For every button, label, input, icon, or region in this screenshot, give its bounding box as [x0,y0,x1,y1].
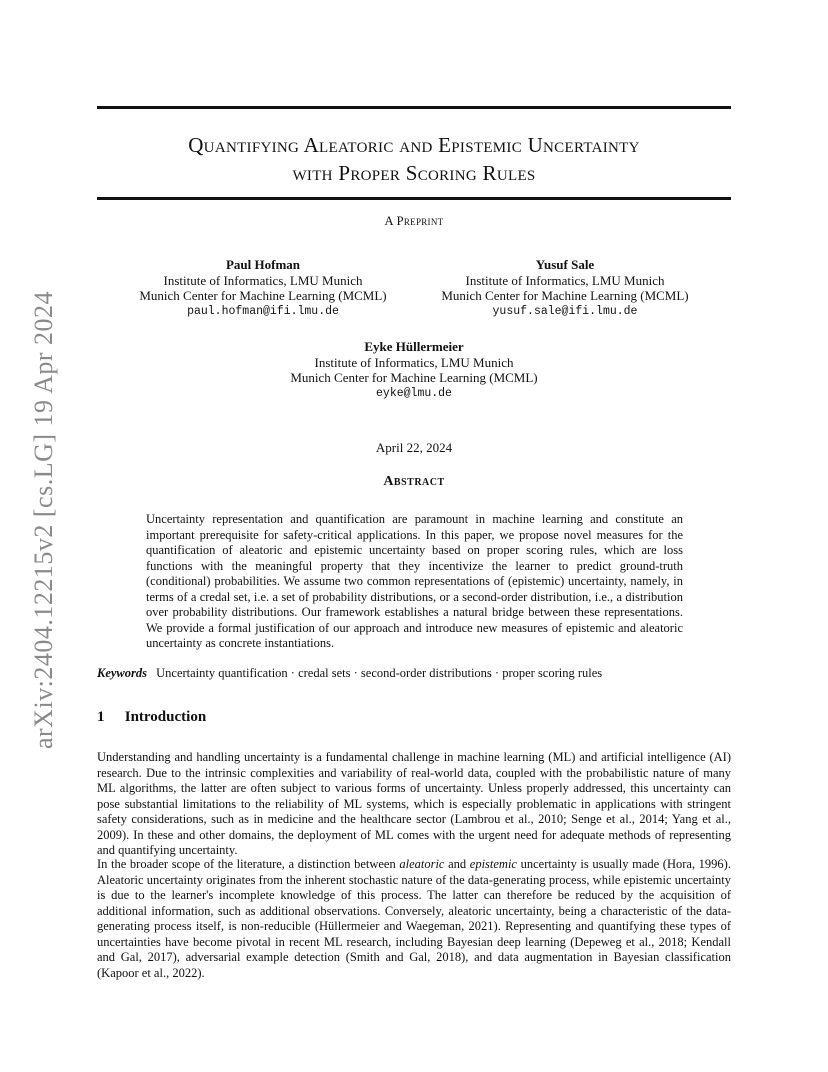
title-line-1: Quantifying Aleatoric and Epistemic Uncertainty [188,133,640,157]
author-affiliation: Munich Center for Machine Learning (MCML) [290,370,538,385]
author-block-sale [424,257,706,319]
keywords-list: Uncertainty quantification · credal sets · second-order distributions · proper scoring rules [156,666,603,680]
author-affiliation: Institute of Informatics, LMU Munich [465,272,665,288]
abstract-text: Uncertainty representation and quantification are paramount in machine learning and constitute an important prerequisite for safety-critical applications. In this paper, we propose novel measures for the quantification of aleatoric and epistemic uncertainty based on proper scoring rules, which are loss functions with the meaningful property that they incentivize the learner to predict ground-truth (conditional) probabilities. We assume two common representations of (epistemic) uncertainty, namely, in terms of a credal set, i.e. a set of probability distributions, or a second-order distribution, i.e., a distribution over probability distributions. Our framework establishes a natural bridge between these representations. We provide a formal justification of our approach and introduce new measures of epistemic and aleatoric uncertainty as concrete instantiations. [146,512,683,650]
intro-paragraph-2 [97,857,731,981]
author-block-huellermeier [274,339,554,401]
paragraph-text: uncertainty is usually made (Hora, 1996). Aleatoric uncertainty originates from the inherent stochastic nature of the data-generating process, while epistemic uncertainty is due to the learner's incomplete knowledge of this process. The latter can therefore be reduced by the acquisition of additional information, such as additional observations. Conversely, aleatoric uncertainty, being a characteristic of the data-generating process itself, is non-reducible (Hüllermeier and Waegeman, 2021). Representing and quantifying these types of uncertainties have become pivotal in recent ML research, including Bayesian deep learning (Depeweg et al., 2018; Kendall and Gal, 2017), adversarial example detection (Smith and Gal, 2018), and data augmentation in Bayesian classification (Kapoor et al., 2022). [97,857,731,980]
paragraph-text: and [444,857,470,871]
author-affiliation: Munich Center for Machine Learning (MCML) [139,288,387,303]
author-block-hofman [123,257,403,319]
title-line-2: with Proper Scoring Rules [292,161,536,185]
author-email: eyke@lmu.de [376,386,452,400]
paper-title [97,131,731,187]
top-rule [97,106,731,109]
arxiv-identifier: arXiv:2404.12215v2 [cs.LG] 19 Apr 2024 [29,290,58,750]
author-email: yusuf.sale@ifi.lmu.de [492,304,638,318]
emphasis-aleatoric: aleatoric [399,857,445,871]
keywords-label: Keywords [97,666,147,680]
author-name: Yusuf Sale [535,257,595,272]
preprint-label: A Preprint [384,214,444,228]
emphasis-epistemic: epistemic [469,857,517,871]
author-name: Eyke Hüllermeier [364,339,464,354]
intro-paragraph-1: Understanding and handling uncertainty is a fundamental challenge in machine learning (ML) and artificial intelligence (AI) research. Due to the intrinsic complexities and variability of real-world data, coupled with the probabilistic nature of many ML algorithms, the latter are often subject to various forms of uncertainty. Unless properly addressed, this uncertainty can pose substantial limitations to the reliability of ML systems, which is especially problematic in applications with stringent safety considerations, such as in medicine and the healthcare sector (Lambrou et al., 2010; Senge et al., 2014; Yang et al., 2009). In these and other domains, the deployment of ML comes with the urgent need for adequate methods of representing and quantifying uncertainty. [97,750,731,857]
abstract-heading: Abstract [383,474,445,489]
author-name: Paul Hofman [225,257,301,272]
keywords-line [97,666,731,681]
author-affiliation: Institute of Informatics, LMU Munich [314,354,514,370]
publication-date: April 22, 2024 [375,440,453,455]
title-bottom-rule [97,197,731,200]
section-number: 1 [97,709,105,725]
author-email: paul.hofman@ifi.lmu.de [187,304,339,318]
author-affiliation: Institute of Informatics, LMU Munich [163,272,363,288]
paragraph-text: In the broader scope of the literature, a distinction between [97,857,400,871]
section-heading-introduction [97,709,206,726]
section-title: Introduction [124,709,207,725]
author-affiliation: Munich Center for Machine Learning (MCML) [441,288,689,303]
